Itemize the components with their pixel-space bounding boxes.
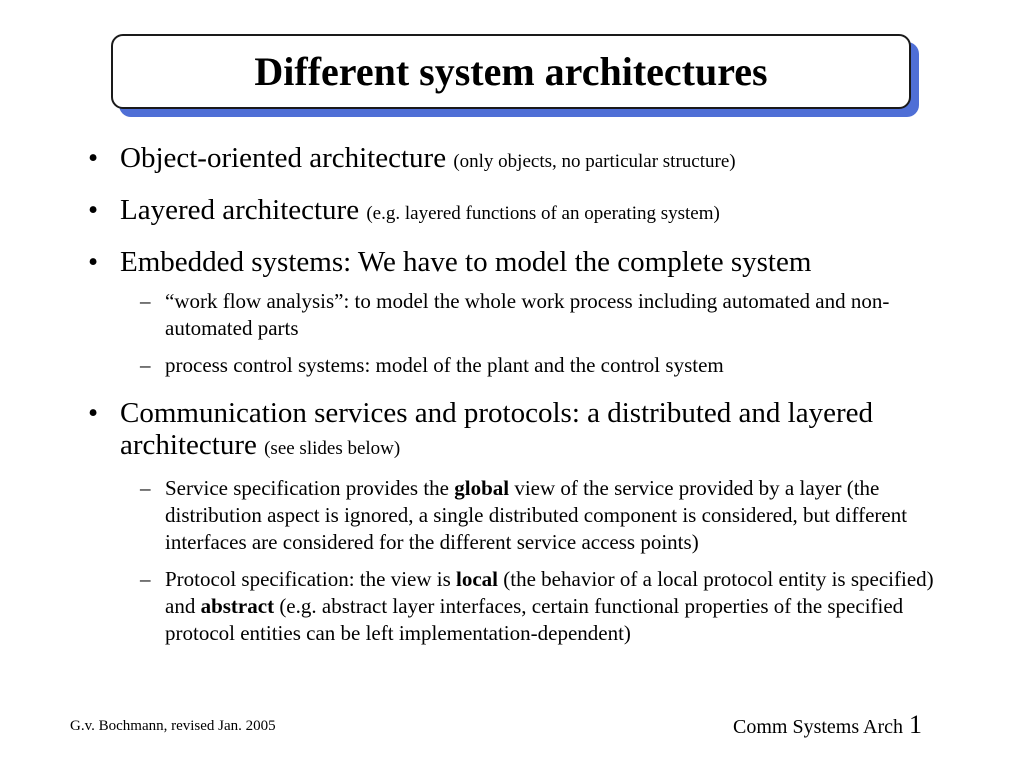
footer-course-name: Comm Systems Arch — [733, 716, 904, 738]
bullet-text: Communication services and protocols: a distributed and layered architecture — [120, 397, 873, 461]
dash-marker: – — [140, 289, 151, 313]
sub-bullet-text-part: (the behavior of a local protocol entity is specified) and — [165, 567, 934, 618]
emphasis-local: local — [456, 567, 499, 591]
bullet-marker: • — [88, 397, 99, 429]
sub-bullet-protocol-specification — [88, 566, 948, 647]
bullet-text: Embedded systems: We have to model the complete system — [120, 246, 812, 278]
sub-bullet-text-part: (e.g. abstract layer interfaces, certain functional properties of the specified protocol entities can be left implementation-dependent) — [165, 594, 904, 645]
sub-bullet-text: process control systems: model of the plant and the control system — [165, 353, 724, 377]
bullet-communication-services — [88, 397, 948, 465]
sub-bullet-text-part: view of the service provided by a layer (the distribution aspect is ignored, a single distributed component is considered, but different interfaces are considered for the different service access points) — [165, 476, 908, 554]
bullet-marker: • — [88, 246, 99, 278]
sub-bullet-text-part: Protocol specification: the view is — [165, 567, 457, 591]
sub-bullet-process-control — [88, 352, 948, 379]
page-number: 1 — [909, 710, 923, 739]
sub-bullet-work-flow — [88, 288, 948, 342]
footer-author: G.v. Bochmann, revised Jan. 2005 — [70, 718, 276, 734]
bullet-marker: • — [88, 194, 99, 226]
emphasis-abstract: abstract — [200, 594, 275, 618]
sub-bullet-service-specification — [88, 475, 948, 556]
bullet-layered — [88, 194, 948, 230]
bullet-text: Object-oriented architecture — [120, 142, 447, 174]
emphasis-global: global — [454, 476, 510, 500]
sub-bullet-text-part: Service specification provides the — [165, 476, 455, 500]
title-box — [111, 34, 911, 109]
dash-marker: – — [140, 567, 151, 591]
sub-bullet-text: “work flow analysis”: to model the whole work process including automated and non-automated parts — [165, 289, 890, 340]
dash-marker: – — [140, 476, 151, 500]
slide-title: Different system architectures — [254, 49, 768, 94]
bullet-marker: • — [88, 142, 99, 174]
slide-content — [88, 142, 948, 657]
bullet-text: Layered architecture — [120, 194, 360, 226]
bullet-note: (only objects, no particular structure) — [453, 151, 736, 172]
dash-marker: – — [140, 353, 151, 377]
bullet-note: (e.g. layered functions of an operating system) — [366, 203, 720, 224]
footer-course — [733, 710, 922, 740]
bullet-embedded-systems — [88, 246, 948, 278]
bullet-object-oriented — [88, 142, 948, 178]
bullet-note: (see slides below) — [264, 438, 401, 459]
